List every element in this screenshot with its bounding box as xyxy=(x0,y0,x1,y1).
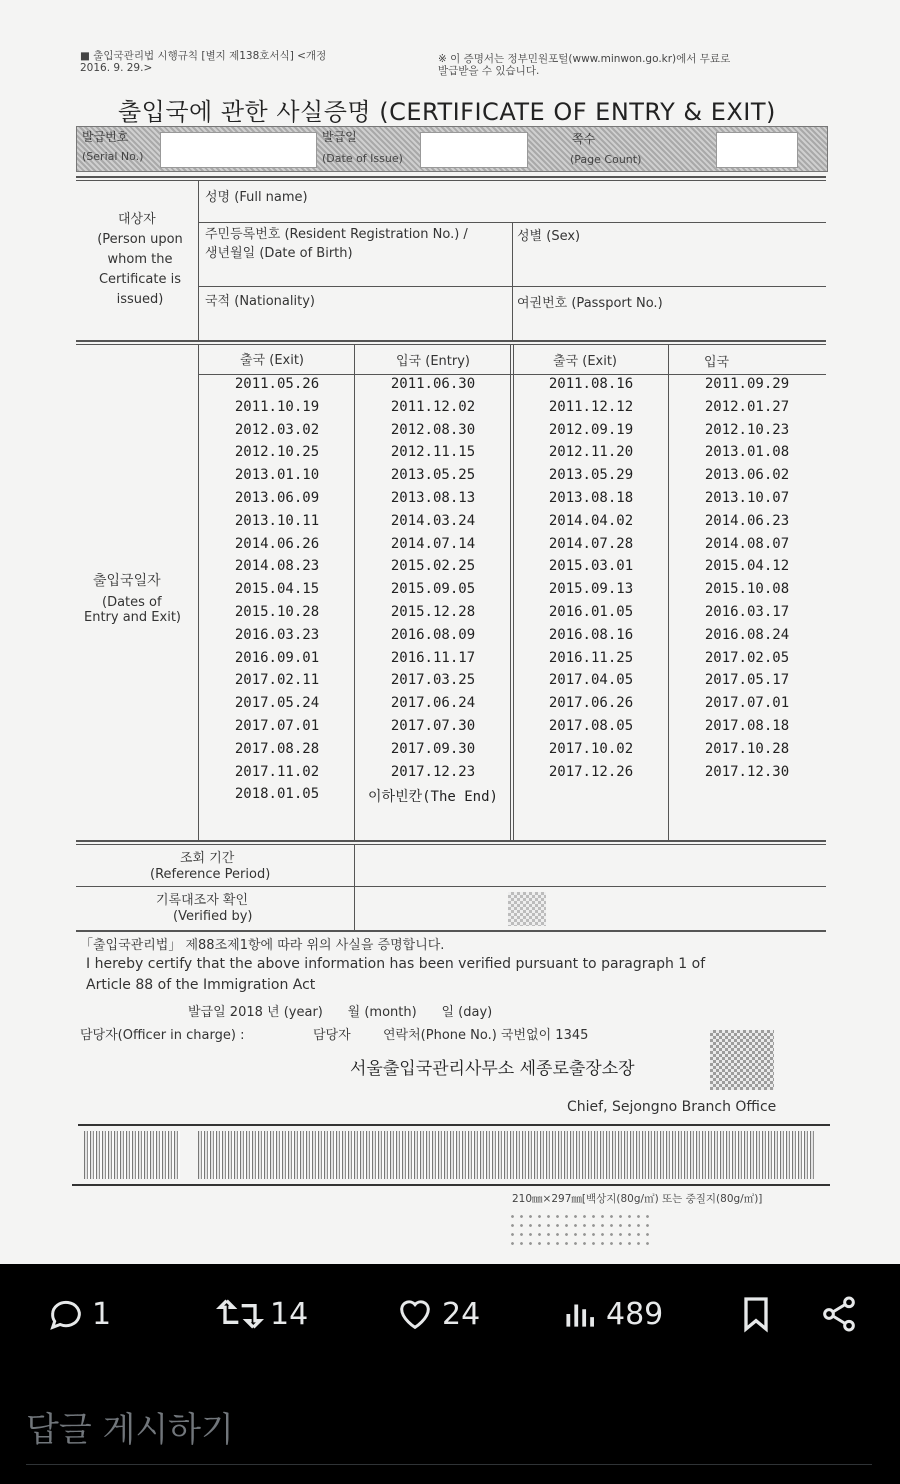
date-cell: 2016.11.25 xyxy=(548,649,634,666)
date-cell: 2017.11.02 xyxy=(234,763,320,780)
date-cell: 2014.07.28 xyxy=(548,535,634,552)
date-cell: 2014.06.26 xyxy=(234,535,320,552)
header-entry-1: 입국 (Entry) xyxy=(396,354,470,369)
braille-dots xyxy=(508,1212,654,1246)
date-cell: 2017.12.30 xyxy=(704,763,790,780)
reply-count: 1 xyxy=(92,1296,112,1332)
ref-period-en: (Reference Period) xyxy=(150,867,271,882)
date-cell: 2013.08.13 xyxy=(390,490,476,506)
repost-button[interactable] xyxy=(216,1294,308,1334)
divider xyxy=(76,340,826,342)
issue-label-ko: 발급일 xyxy=(322,130,357,144)
date-cell: 2016.08.24 xyxy=(704,626,790,643)
divider xyxy=(76,844,826,845)
repost-icon xyxy=(216,1294,264,1334)
sex-label: 성별 (Sex) xyxy=(517,229,581,244)
date-cell: 2015.04.12 xyxy=(704,558,790,575)
rule-note-2: 2016. 9. 29.> xyxy=(80,62,153,74)
dates-label-en-2: Entry and Exit) xyxy=(84,610,181,625)
date-cell: 2017.06.24 xyxy=(390,695,476,712)
divider xyxy=(76,344,826,345)
divider xyxy=(76,176,826,178)
date-cell: 2016.03.23 xyxy=(234,626,320,643)
officer-label-2: 담당자 xyxy=(313,1028,351,1043)
date-cell: 2017.10.28 xyxy=(704,740,790,757)
ref-period-ko: 조회 기간 xyxy=(180,851,235,866)
date-cell: 2017.05.17 xyxy=(704,672,790,689)
date-cell: 2011.12.02 xyxy=(390,398,476,415)
views-button[interactable] xyxy=(562,1294,663,1334)
date-cell: 2015.09.13 xyxy=(548,581,634,598)
serial-label-en: (Serial No.) xyxy=(82,150,144,163)
header-exit-1: 출국 (Exit) xyxy=(240,353,305,368)
certify-ko: 「출입국관리법」 제88조제1항에 따라 위의 사실을 증명합니다. xyxy=(80,938,445,953)
date-cell: 2013.05.29 xyxy=(548,467,634,484)
reply-button[interactable] xyxy=(46,1294,111,1334)
date-cell: 2016.11.17 xyxy=(390,649,476,666)
repost-count: 14 xyxy=(270,1296,309,1332)
full-name-label: 성명 (Full name) xyxy=(205,190,308,205)
header-exit-2: 출국 (Exit) xyxy=(553,354,618,369)
date-cell: 2017.06.26 xyxy=(548,695,634,712)
date-cell: 2013.06.09 xyxy=(234,490,320,506)
date-cell: 2018.01.05 xyxy=(234,786,320,803)
date-cell: 2016.03.17 xyxy=(704,604,790,620)
date-cell: 2012.01.27 xyxy=(704,398,790,415)
rule-note-1: ■ 출입국관리법 시행규칙 [별지 제138호서식] <개정 xyxy=(80,50,327,62)
person-label-ko: 대상자 xyxy=(118,212,156,227)
date-cell: 2014.06.23 xyxy=(704,512,790,529)
issue-value-box xyxy=(420,132,528,168)
bookmark-icon xyxy=(736,1294,776,1334)
date-cell: 2014.04.02 xyxy=(548,512,634,529)
divider xyxy=(26,1464,872,1465)
office-name-ko: 서울출입국관리사무소 세종로출장소장 xyxy=(350,1059,635,1079)
date-cell: 2017.02.11 xyxy=(234,672,320,689)
divider xyxy=(198,180,199,340)
rrn-label-2: 생년월일 (Date of Birth) xyxy=(205,246,353,261)
portal-note-1: ※ 이 증명서는 정부민원포털(www.minwon.go.kr)에서 무료로 xyxy=(438,53,731,65)
share-button[interactable] xyxy=(818,1294,866,1334)
date-cell: 2017.07.01 xyxy=(234,718,320,734)
heart-icon xyxy=(394,1294,436,1334)
date-cell: 2013.10.11 xyxy=(234,512,320,529)
date-cell: 2015.03.01 xyxy=(548,558,634,575)
issue-label-en: (Date of Issue) xyxy=(322,152,403,165)
divider xyxy=(198,344,199,840)
date-cell: 2015.10.28 xyxy=(234,604,320,620)
date-cell: 2013.01.08 xyxy=(704,444,790,461)
divider xyxy=(510,344,511,840)
date-cell: 2013.08.18 xyxy=(548,490,634,506)
share-icon xyxy=(818,1294,860,1334)
verified-ko: 기록대조자 확인 xyxy=(156,893,249,908)
verified-stamp xyxy=(508,892,546,926)
divider xyxy=(354,344,355,840)
date-cell: 이하빈칸(The End) xyxy=(368,789,498,806)
officer-label: 담당자(Officer in charge) : xyxy=(80,1028,245,1043)
date-cell: 2012.10.23 xyxy=(704,421,790,438)
date-cell: 2015.02.25 xyxy=(390,558,476,575)
date-cell: 2014.08.23 xyxy=(234,558,320,575)
divider xyxy=(76,180,826,181)
date-cell: 2015.12.28 xyxy=(390,604,476,620)
person-label-en: (Person upon whom the Certificate is issued) xyxy=(97,232,183,307)
date-cell: 2017.03.25 xyxy=(390,672,476,689)
paper-size: 210㎜×297㎜[백상지(80g/㎡) 또는 중질지(80g/㎡)] xyxy=(512,1193,763,1205)
divider xyxy=(668,344,669,840)
date-cell: 2017.07.01 xyxy=(704,695,790,712)
date-cell: 2017.12.26 xyxy=(548,763,634,780)
dates-label-en-1: (Dates of xyxy=(102,595,162,610)
barcode-small xyxy=(84,1131,180,1179)
date-cell: 2016.08.16 xyxy=(548,626,634,643)
date-cell: 2017.12.23 xyxy=(390,763,476,780)
date-cell: 2014.08.07 xyxy=(704,535,790,552)
date-cell: 2017.04.05 xyxy=(548,672,634,689)
date-cell: 2011.08.16 xyxy=(548,376,634,392)
date-cell: 2012.08.30 xyxy=(390,421,476,438)
header-entry-2: 입국 xyxy=(704,355,730,370)
date-cell: 2017.05.24 xyxy=(234,695,320,712)
date-cell: 2017.02.05 xyxy=(704,649,790,666)
date-cell: 2013.06.02 xyxy=(704,467,790,484)
date-cell: 2017.08.05 xyxy=(548,718,634,734)
passport-label: 여권번호 (Passport No.) xyxy=(517,296,663,311)
date-cell: 2017.07.30 xyxy=(390,718,476,734)
date-cell: 2012.09.19 xyxy=(548,421,634,438)
date-cell: 2014.07.14 xyxy=(390,535,476,552)
date-cell: 2016.08.09 xyxy=(390,626,476,643)
date-cell: 2016.09.01 xyxy=(234,649,320,666)
date-cell: 2015.04.15 xyxy=(234,581,320,598)
date-cell: 2015.10.08 xyxy=(704,581,790,598)
certify-en-1: I hereby certify that the above information has been verified pursuant to paragraph 1 of xyxy=(86,956,706,972)
divider xyxy=(76,930,826,932)
document-title: 출입국에 관한 사실증명 (CERTIFICATE OF ENTRY & EXIT) xyxy=(118,98,776,126)
date-cell: 2011.12.12 xyxy=(548,398,634,415)
serial-label-ko: 발급번호 xyxy=(82,130,129,144)
page-label-ko: 쪽수 xyxy=(572,132,596,146)
date-cell: 2011.05.26 xyxy=(234,376,320,392)
divider xyxy=(76,840,826,842)
reply-icon xyxy=(46,1294,86,1334)
date-cell: 2017.08.18 xyxy=(704,718,790,734)
date-cell: 2012.11.15 xyxy=(390,444,476,461)
views-icon xyxy=(562,1294,600,1334)
date-cell: 2015.09.05 xyxy=(390,581,476,598)
issue-date-line: 발급일 2018 년 (year) 월 (month) 일 (day) xyxy=(188,1005,493,1020)
divider xyxy=(512,222,513,340)
date-cell: 2014.03.24 xyxy=(390,512,476,529)
date-cell: 2013.05.25 xyxy=(390,467,476,484)
date-cell: 2011.10.19 xyxy=(234,398,320,415)
date-cell: 2011.06.30 xyxy=(390,376,476,392)
view-count: 489 xyxy=(606,1296,664,1332)
divider xyxy=(76,886,826,887)
barcode-large xyxy=(198,1131,814,1179)
divider xyxy=(198,374,826,375)
date-cell: 2017.09.30 xyxy=(390,740,476,757)
page-label-en: (Page Count) xyxy=(570,153,642,166)
dates-label-ko: 출입국일자 xyxy=(93,573,161,589)
date-cell: 2013.01.10 xyxy=(234,467,320,484)
office-name-en: Chief, Sejongno Branch Office xyxy=(567,1099,777,1115)
portal-note-2: 발급받을 수 있습니다. xyxy=(438,65,540,77)
date-cell: 2012.11.20 xyxy=(548,444,634,461)
date-cell: 2012.10.25 xyxy=(234,444,320,461)
date-cell: 2017.10.02 xyxy=(548,740,634,757)
reply-input[interactable]: 답글 게시하기 xyxy=(26,1410,234,1450)
like-button[interactable] xyxy=(394,1294,480,1334)
date-cell: 2016.01.05 xyxy=(548,604,634,620)
certify-en-2: Article 88 of the Immigration Act xyxy=(86,977,316,993)
phone-label: 연락처(Phone No.) 국번없이 1345 xyxy=(383,1028,589,1043)
date-cell: 2017.08.28 xyxy=(234,740,320,757)
serial-value-box xyxy=(160,132,317,168)
like-count: 24 xyxy=(442,1296,481,1332)
rrn-label-1: 주민등록번호 (Resident Registration No.) / xyxy=(205,227,468,242)
verified-en: (Verified by) xyxy=(173,909,253,924)
divider xyxy=(513,344,514,840)
page-value-box xyxy=(716,132,798,168)
divider xyxy=(72,1184,830,1186)
nationality-label: 국적 (Nationality) xyxy=(205,294,315,309)
bookmark-button[interactable] xyxy=(736,1294,782,1334)
date-cell: 2013.10.07 xyxy=(704,490,790,506)
divider xyxy=(78,1124,830,1126)
official-seal xyxy=(710,1030,774,1090)
divider xyxy=(354,844,355,930)
date-cell: 2012.03.02 xyxy=(234,421,320,438)
date-cell: 2011.09.29 xyxy=(704,376,790,392)
